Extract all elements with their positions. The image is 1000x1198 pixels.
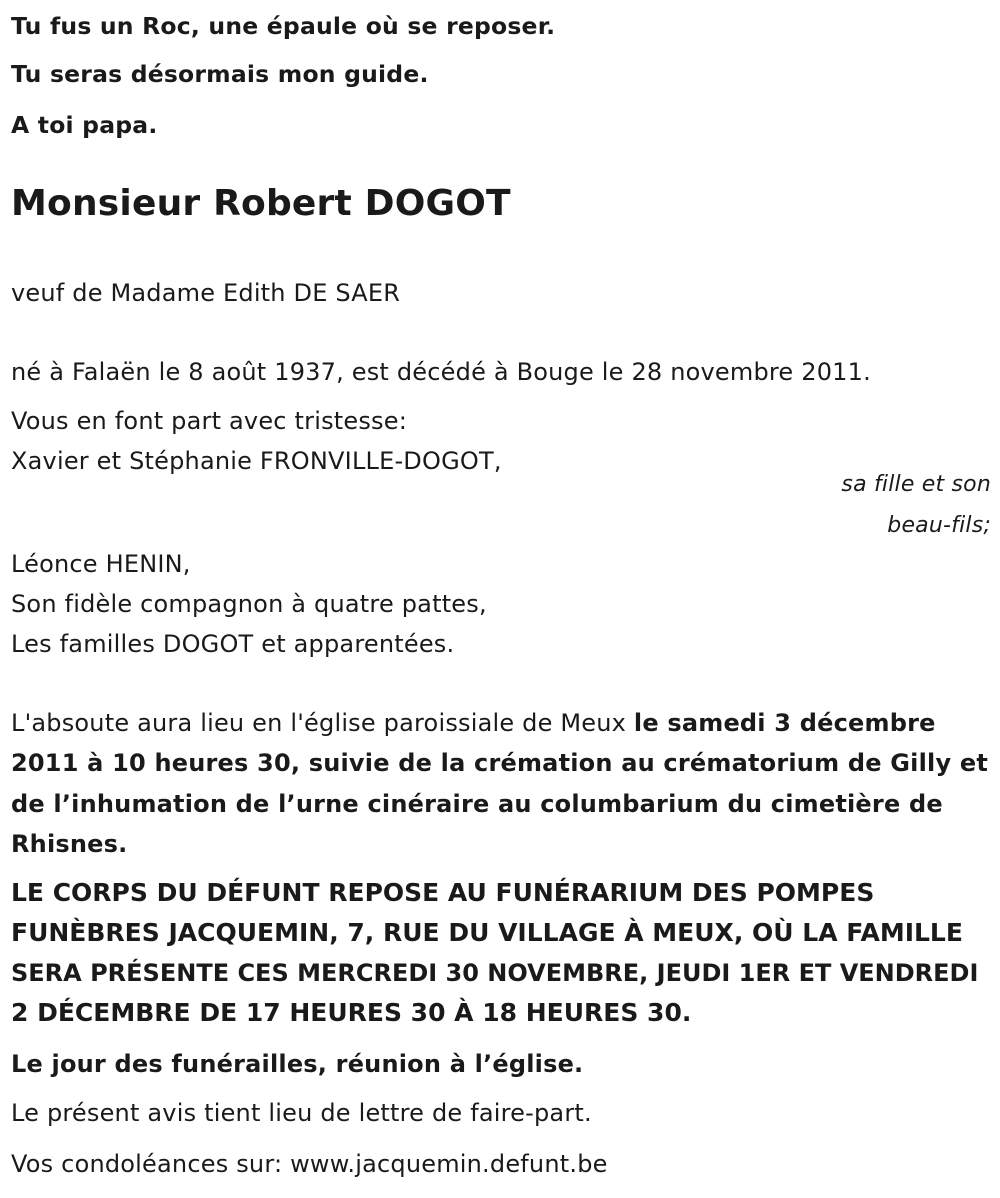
ceremony-line-2: 2011 à 10 heures 30, suivie de la crémation au crématorium de Gilly et bbox=[11, 749, 988, 777]
family-intro: Vous en font part avec tristesse: bbox=[11, 407, 408, 435]
visitation-line-2: FUNÈBRES JACQUEMIN, 7, RUE DU VILLAGE À MEUX, OÙ LA FAMILLE bbox=[11, 918, 963, 947]
poem-line-2: Tu seras désormais mon guide. bbox=[11, 60, 429, 88]
ceremony-date: le samedi 3 décembre bbox=[633, 709, 936, 737]
notice-line: Le présent avis tient lieu de lettre de faire-part. bbox=[11, 1099, 592, 1127]
poem-line-3: A toi papa. bbox=[11, 111, 158, 139]
poem-line-1: Tu fus un Roc, une épaule où se reposer. bbox=[11, 12, 556, 40]
visitation-line-1: LE CORPS DU DÉFUNT REPOSE AU FUNÉRARIUM DES POMPES bbox=[11, 878, 875, 907]
visitation-line-4: 2 DÉCEMBRE DE 17 HEURES 30 À 18 HEURES 30. bbox=[11, 998, 692, 1027]
ceremony-line-1 bbox=[11, 708, 936, 738]
family-member-4: Les familles DOGOT et apparentées. bbox=[11, 630, 455, 658]
spouse-line: veuf de Madame Edith DE SAER bbox=[11, 279, 401, 307]
family-member-1: Xavier et Stéphanie FRONVILLE-DOGOT, bbox=[11, 447, 502, 475]
condolences-line: Vos condoléances sur: www.jacquemin.defunt.be bbox=[11, 1150, 608, 1178]
visitation-line-3: SERA PRÉSENTE CES MERCREDI 30 NOVEMBRE, JEUDI 1ER ET VENDREDI bbox=[11, 959, 979, 987]
family-relation-line-1: sa fille et son bbox=[841, 472, 991, 497]
birth-death-line: né à Falaën le 8 août 1937, est décédé à Bouge le 28 novembre 2011. bbox=[11, 358, 871, 386]
deceased-name: Monsieur Robert DOGOT bbox=[11, 183, 511, 224]
ceremony-intro: L'absoute aura lieu en l'église paroissiale de Meux bbox=[11, 709, 634, 737]
ceremony-line-4: Rhisnes. bbox=[11, 830, 128, 858]
ceremony-line-3: de l’inhumation de l’urne cinéraire au columbarium du cimetière de bbox=[11, 790, 943, 818]
family-member-3: Son fidèle compagnon à quatre pattes, bbox=[11, 590, 487, 618]
funeral-day-line: Le jour des funérailles, réunion à l’église. bbox=[11, 1050, 584, 1078]
family-relation-line-2: beau-fils; bbox=[887, 513, 991, 538]
family-member-2: Léonce HENIN, bbox=[11, 550, 191, 578]
